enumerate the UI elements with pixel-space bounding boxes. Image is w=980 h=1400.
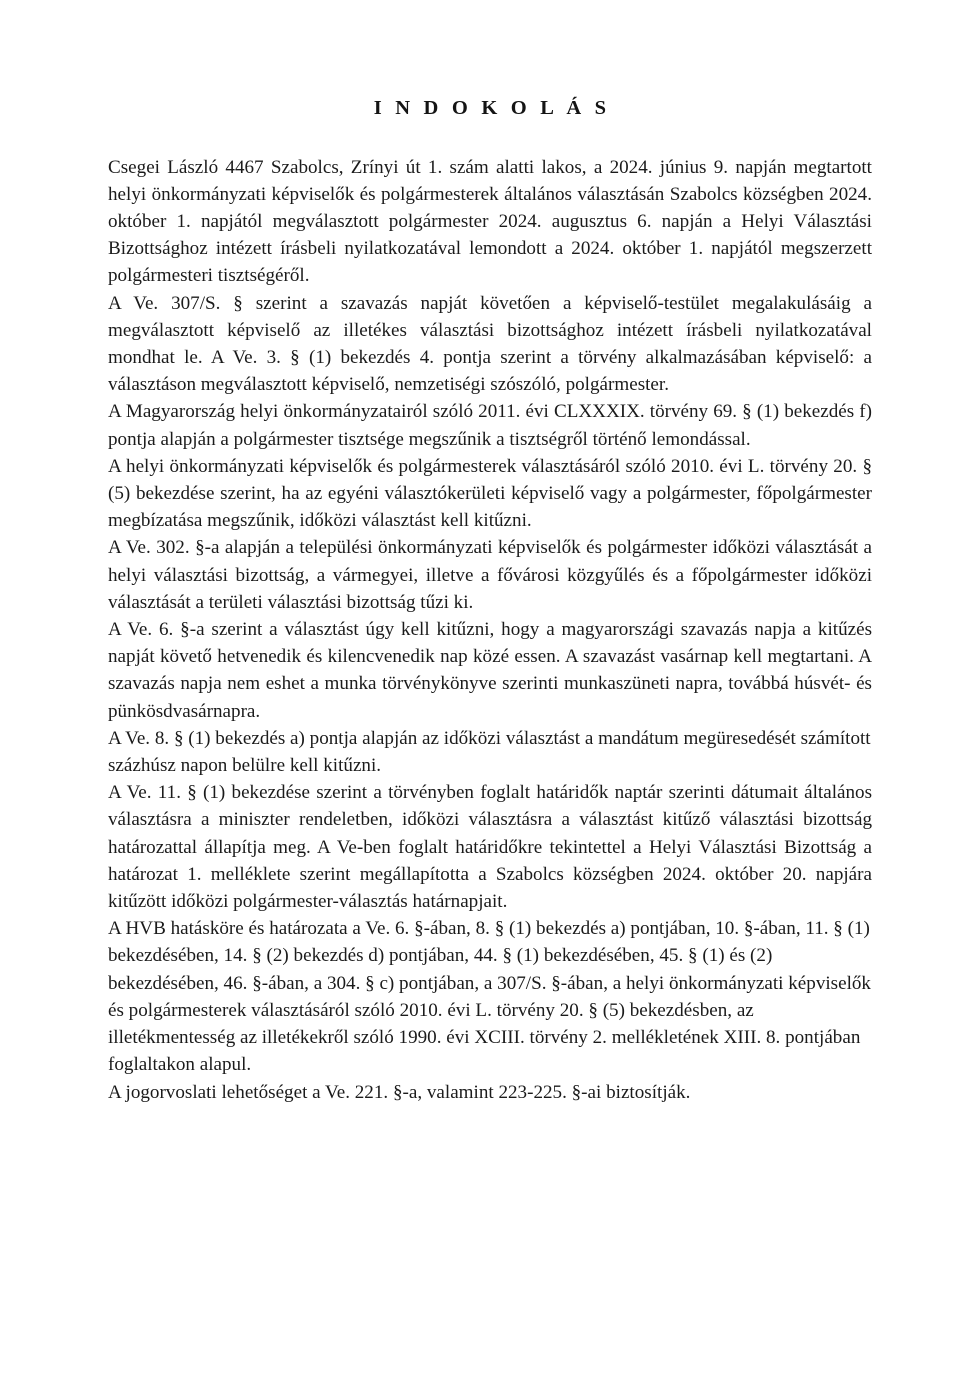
paragraph-group-jogorvoslat [108,1079,872,1106]
paragraph-group-ve6 [108,616,872,725]
paragraph-resignation-facts: Csegei László 4467 Szabolcs, Zrínyi út 1. szám alatti lakos, a 2024. június 9. napján megtartott helyi önkormányzati képviselők és polgármesterek általános választásán Szabolcs községben 2024. október 1. napjától megválasztott polgármester 2024. augusztus 6. napján a Helyi Választási Bizottsághoz intézett írásbeli nyilatkozatával lemondott a 2024. október 1. napjától megszerzett polgármesteri tisztségéről. [108,156,872,287]
paragraph-motv-69: A Magyarország helyi önkormányzatairól szóló 2011. évi CLXXXIX. törvény 69. § (1) bekezdés f) pontja alapján a polgármester tisztsége megszűnik a tisztségről történő lemondással. [108,401,872,450]
paragraph-hvb-jurisdiction: A HVB hatásköre és határozata a Ve. 6. §-ában, 8. § (1) bekezdés a) pontjában, 10. §-ában, 11. § (1) bekezdésében, 14. § (2) bekezdés d) pontjában, 44. § (1) bekezdésében, 45. § (1) és (2) bekezdésében, 46. §-ában, a 304. § c) pontjában, a 307/S. §-ában, a helyi önkormányzati képviselők és polgármesterek választásáról szóló 2010. évi L. törvény 20. § (5) bekezdésben, az illetékmentesség az illetékekről szóló 1990. évi XCIII. törvény 2. mellékletének XIII. 8. pontjában foglaltakon alapul. [108,918,871,1076]
paragraph-remedy: A jogorvoslati lehetőséget a Ve. 221. §-a, valamint 223-225. §-ai biztosítják. [108,1081,691,1103]
document-body [108,96,872,1106]
paragraph-ve-8: A Ve. 8. § (1) bekezdés a) pontja alapján az időközi választást a mandátum megüresedését számított százhúsz napon belülre kell kitűzni. [108,727,871,777]
paragraph-group-hvb [108,915,872,1078]
paragraph-group-lemondas [108,154,872,399]
paragraph-ve-6: A Ve. 6. §-a szerint a választást úgy kell kitűzni, hogy a magyarországi szavazás napja a kitűzés napját követő hetvenedik és kilencvenedik nap közé essen. A szavazást vasárnap kell megtartani. A szavazás napja nem eshet a munka törvénykönyve szerinti munkaszüneti napra, továbbá húsvét- és pünkösdvasárnapra. [108,619,872,722]
paragraph-ve-302: A Ve. 302. §-a alapján a települési önkormányzati képviselők és polgármester időközi választását a helyi választási bizottság, a vármegyei, illetve a fővárosi közgyűlés és a főpolgármester időközi választását a területi választási bizottság tűzi ki. [108,537,872,613]
paragraph-ve-11: A Ve. 11. § (1) bekezdése szerint a törvényben foglalt határidők naptár szerinti dátumait általános választásra a miniszter rendeletben, időközi választásra a választást kitűző választási bizottság határozattal állapítja meg. A Ve-ben foglalt határidőkre tekintettel a Helyi Választási Bizottság a határozat 1. melléklete szerint megállapította a Szabolcs községben 2024. október 20. napjára kitűzött időközi polgármester-választás határnapjait. [108,782,872,913]
paragraph-group-ve8 [108,725,872,779]
paragraph-group-ovjt [108,453,872,535]
paragraph-ovjt-20: A helyi önkormányzati képviselők és polgármesterek választásáról szóló 2010. évi L. törvény 20. § (5) bekezdése szerint, ha az egyéni választókerületi képviselő vagy a polgármester, főpolgármester megbízatása megszűnik, időközi választást kell kitűzni. [108,455,872,532]
page-title: I N D O K O L Á S [373,97,611,119]
paragraph-group-ve11 [108,779,872,915]
paragraph-group-ve302 [108,534,872,616]
paragraph-group-mototv [108,398,872,452]
paragraph-ve-307s: A Ve. 307/S. § szerint a szavazás napját követően a képviselő-testület megalakulásáig a megválasztott képviselő az illetékes választási bizottsághoz intézett írásbeli nyilatkozatával mondhat le. A Ve. 3. § (1) bekezdés 4. pontja szerint a törvény alkalmazásában képviselő: a választáson megválasztott képviselő, nemzetiségi szószóló, polgármester. [108,292,872,396]
